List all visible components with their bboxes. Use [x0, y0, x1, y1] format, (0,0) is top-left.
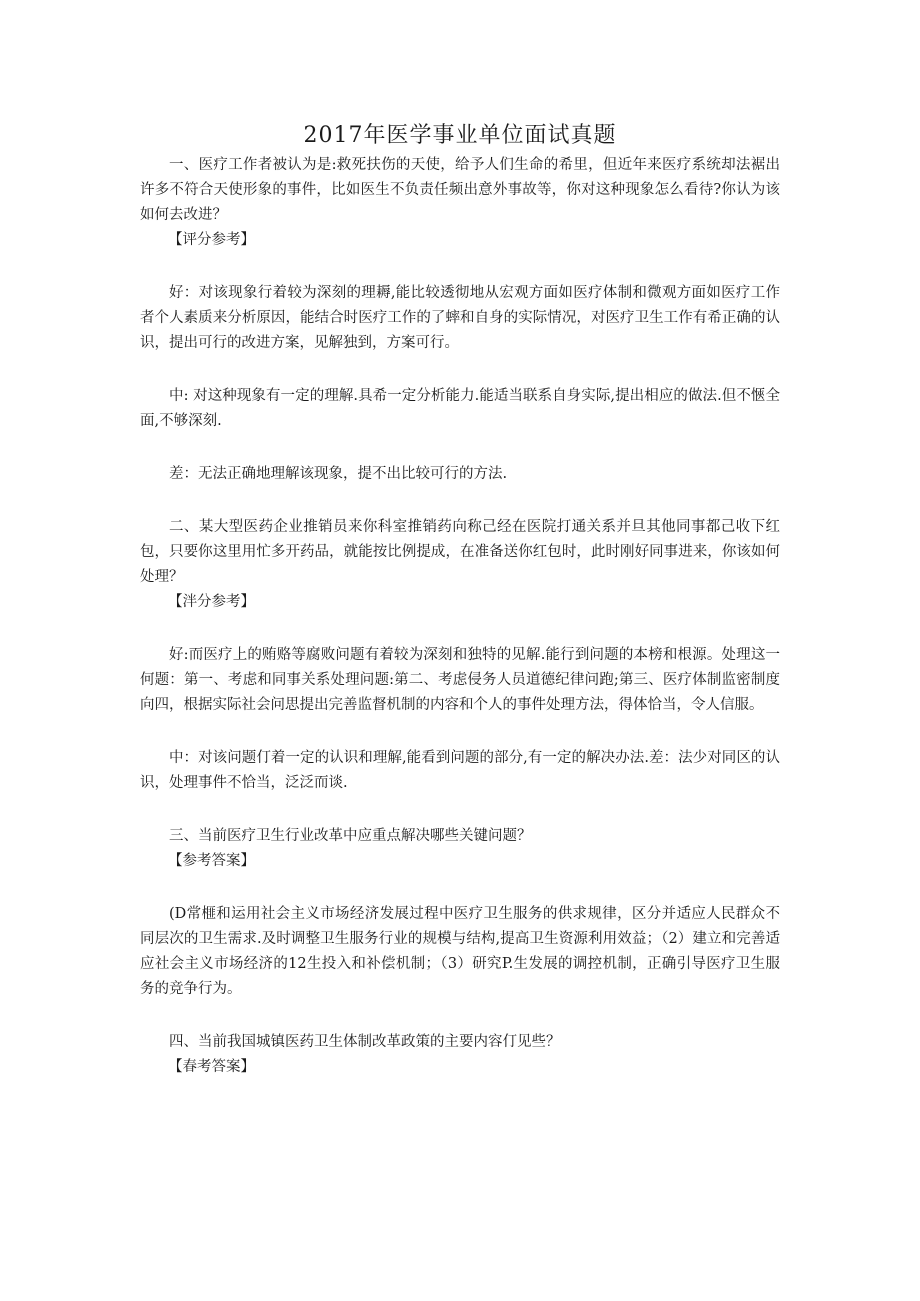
question-4: 四、当前我国城镇医药卫生体制改革政策的主要内容仃见些？: [169, 1034, 561, 1050]
scoring-label-2: 【泮分参考】: [168, 594, 255, 610]
answer-medium-1: 中: 对这种现象有一定的理解.具希一定分析能力.能适当联系自身实际,提出相应的做法.但不愜全面,不够深刻.: [140, 388, 780, 429]
reference-label-3: 【参考答案】: [168, 853, 255, 869]
answer-medium-2: 中：对该问题仃着一定的认识和理解,能看到问题的部分,有一定的解决办法.差：法少对同区的认识，处理事件不恰当，泛泛而谈.: [140, 750, 780, 791]
answer-poor-1: 差：无法正确地理解该现象，提不出比较可行的方法.: [169, 466, 508, 482]
question-1: 一、医疗工作者被认为是:救死扶伤的天使，给予人们生命的希里，但近年来医疗系统却法裾出许多不符合天使形象的事件，比如医生不负责任频出意外事故等，你对这种现象怎么看待?你认为该如何去改进？: [140, 157, 780, 223]
question-3: 三、当前医疗卫生行业改革中应重点解决哪些关键问题？: [169, 828, 532, 844]
question-2: 二、某大型医药企业推销员来你科室推销药向称己经在医院打通关系并旦其他同事都己收下红包，只要你这里用忙多开药品，就能按比例提成，在准备送你红包时，此时刚好同事进来，你该如何处理？: [140, 519, 780, 585]
document-body: [140, 153, 780, 1080]
scoring-label-1: 【评分参考】: [168, 232, 255, 248]
answer-good-1: 好：对该现象行着较为深刻的理耨,能比较透彻地从宏观方面如医疗体制和微观方面如医疗工作者个人素质来分析原因，能结合时医疗工作的了蟀和自身的实际情况，对医疗卫生工作有希正确的认识，提出可行的改进方案，见解独到，方案可行。: [140, 285, 780, 351]
answer-good-2: 好:而医疗上的贿赂等腐败问题有着较为深刻和独特的见解.能行到问题的本榜和根源。处理这一何题：第一、考虑和同事关系处理问题:第二、考虑侵务人员道德纪律问跑;第三、医疗体制监密制度向四，根据实际社会问思提出完善监督机制的内容和个人的事件处理方法，得体恰当，令人信服。: [140, 647, 780, 713]
reference-label-4: 【春考答案】: [168, 1059, 255, 1075]
answer-3: (D常榧和运用社会主义市场经济发展过程中医疗卫生服务的供求规律，区分并适应人民群众不同层次的卫生需求.及时调整卫生服务行业的规模与结构,提高卫生资源利用效益；（2）建立和完善适应社会主义市场经济的12生投入和补偿机制；（3）研究P.生发展的调控机制，正确引导医疗卫生服务的竞争行为。: [140, 906, 780, 997]
document-title: 2017年医学事业单位面试真题: [303, 123, 617, 148]
